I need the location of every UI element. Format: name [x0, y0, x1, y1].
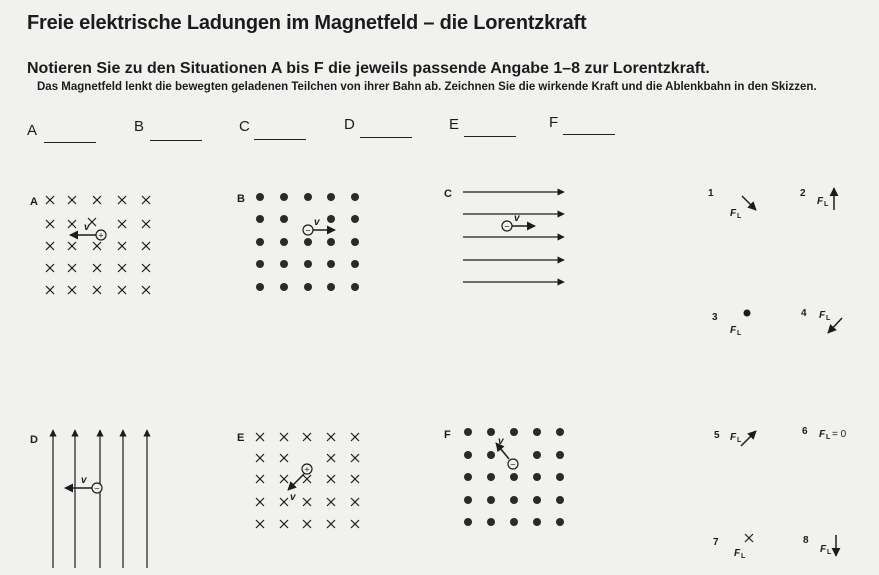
- svg-text:4: 4: [801, 308, 807, 319]
- field-cross: [142, 286, 150, 294]
- field-dot: [487, 473, 495, 481]
- panel-a-field-into-page: [46, 196, 150, 294]
- field-dot: [533, 473, 541, 481]
- field-dot: [556, 496, 564, 504]
- panel-f-charge-sign: −: [510, 459, 516, 470]
- field-cross: [93, 286, 101, 294]
- instruction-detail: Das Magnetfeld lenkt die bewegten geladenen Teilchen von ihrer Bahn ab. Zeichnen Sie die wirkende Kraft und die Ablenkbahn in den Skizzen.: [37, 81, 817, 93]
- field-cross: [142, 196, 150, 204]
- panel-b-label: B: [237, 193, 245, 205]
- field-dot: [487, 428, 495, 436]
- field-cross: [68, 220, 76, 228]
- field-cross: [280, 475, 288, 483]
- field-cross: [68, 286, 76, 294]
- field-dot: [351, 238, 359, 246]
- svg-text:7: 7: [713, 537, 719, 548]
- panel-d-label: D: [30, 434, 38, 446]
- panel-d-field-lines: [53, 430, 147, 568]
- field-dot: [487, 496, 495, 504]
- field-dot: [304, 260, 312, 268]
- svg-text:L: L: [827, 549, 832, 556]
- panel-b-charge-sign: −: [305, 225, 311, 236]
- field-dot: [464, 473, 472, 481]
- field-dot: [556, 473, 564, 481]
- field-cross: [93, 242, 101, 250]
- field-cross: [280, 498, 288, 506]
- field-cross: [256, 498, 264, 506]
- svg-text:L: L: [826, 434, 831, 441]
- field-dot: [304, 193, 312, 201]
- panel-c-v-label: v: [514, 213, 520, 224]
- field-cross: [256, 433, 264, 441]
- field-dot: [464, 451, 472, 459]
- panel-e-v-label: v: [290, 492, 296, 503]
- svg-text:1: 1: [708, 188, 714, 199]
- answer-label-e: E: [449, 116, 460, 133]
- field-dot: [510, 428, 518, 436]
- svg-text:L: L: [737, 437, 742, 444]
- option-8: [803, 535, 836, 556]
- field-cross: [351, 433, 359, 441]
- svg-text:F: F: [817, 196, 824, 207]
- option-6: [802, 426, 847, 441]
- field-cross: [327, 520, 335, 528]
- field-dot: [327, 283, 335, 291]
- panel-c-field-lines: [463, 192, 564, 282]
- field-cross: [68, 196, 76, 204]
- field-dot: [464, 518, 472, 526]
- field-dot: [256, 238, 264, 246]
- panel-b-v-label: v: [314, 217, 320, 228]
- field-dot: [556, 451, 564, 459]
- panel-d-particle: [65, 475, 102, 494]
- field-dot: [487, 518, 495, 526]
- option-7: [713, 534, 753, 560]
- field-dot: [510, 518, 518, 526]
- panel-d-v-label: v: [81, 475, 87, 486]
- field-dot: [327, 193, 335, 201]
- instruction-main: Notieren Sie zu den Situationen A bis F die jeweils passende Angabe 1–8 zur Lorentzkraft.: [27, 60, 710, 77]
- svg-text:F: F: [730, 325, 737, 336]
- field-cross: [327, 454, 335, 462]
- panel-f-label: F: [444, 429, 451, 441]
- field-cross: [142, 220, 150, 228]
- answer-label-a: A: [27, 122, 38, 139]
- option-4: [801, 308, 842, 333]
- svg-text:L: L: [741, 553, 746, 560]
- panel-e-charge-sign: +: [304, 464, 310, 475]
- field-cross: [68, 242, 76, 250]
- option-1-force-arrow: [742, 196, 756, 210]
- field-cross: [46, 286, 54, 294]
- field-cross: [303, 433, 311, 441]
- field-cross: [118, 264, 126, 272]
- field-dot: [351, 260, 359, 268]
- field-dot: [280, 283, 288, 291]
- svg-text:F: F: [730, 432, 737, 443]
- panel-f-particle: [496, 436, 518, 470]
- field-dot: [510, 496, 518, 504]
- answer-label-c: C: [239, 118, 250, 135]
- panel-f-v-label: v: [498, 436, 504, 447]
- svg-text:F: F: [730, 208, 737, 219]
- option-5-force-arrow: [741, 431, 756, 446]
- field-dot: [533, 518, 541, 526]
- panel-a-v-label: v: [84, 222, 90, 233]
- field-dot: [256, 260, 264, 268]
- field-cross: [351, 475, 359, 483]
- field-dot: [256, 215, 264, 223]
- panel-e-label: E: [237, 432, 245, 444]
- field-dot: [280, 193, 288, 201]
- panel-a-charge-sign: +: [98, 230, 104, 241]
- field-cross: [280, 433, 288, 441]
- field-cross: [303, 520, 311, 528]
- panel-a-particle: [70, 222, 106, 241]
- svg-text:L: L: [826, 315, 831, 322]
- field-dot: [464, 428, 472, 436]
- field-dot: [280, 260, 288, 268]
- field-cross: [280, 454, 288, 462]
- field-dot: [533, 496, 541, 504]
- field-cross: [93, 264, 101, 272]
- answer-label-d: D: [344, 116, 355, 133]
- field-cross: [280, 520, 288, 528]
- panel-b-field-out-of-page: [256, 193, 359, 291]
- panel-f-field-out-of-page: [464, 428, 564, 526]
- field-dot: [510, 473, 518, 481]
- field-cross: [118, 220, 126, 228]
- field-cross: [46, 196, 54, 204]
- field-cross: [327, 498, 335, 506]
- svg-text:F: F: [819, 429, 826, 440]
- panel-c-charge-sign: −: [504, 221, 510, 232]
- panel-e-particle: [288, 464, 312, 503]
- svg-text:6: 6: [802, 426, 808, 437]
- option-5: [714, 430, 756, 446]
- field-dot: [556, 428, 564, 436]
- svg-text:2: 2: [800, 188, 806, 199]
- option-7-force-into-page: [745, 534, 753, 542]
- field-cross: [46, 264, 54, 272]
- option-1: [708, 188, 756, 220]
- svg-text:F: F: [734, 548, 741, 559]
- field-dot: [464, 496, 472, 504]
- field-cross: [93, 196, 101, 204]
- field-dot: [327, 260, 335, 268]
- field-dot: [351, 215, 359, 223]
- page-title: Freie elektrische Ladungen im Magnetfeld – die Lorentzkraft: [27, 12, 587, 34]
- field-dot: [327, 238, 335, 246]
- field-cross: [351, 454, 359, 462]
- field-cross: [46, 242, 54, 250]
- field-cross: [256, 454, 264, 462]
- field-dot: [256, 193, 264, 201]
- field-cross: [351, 498, 359, 506]
- field-dot: [556, 518, 564, 526]
- field-dot: [351, 283, 359, 291]
- panel-e-field-into-page: [256, 433, 359, 528]
- option-3-force-out-of-page: [744, 310, 751, 317]
- svg-text:L: L: [824, 201, 829, 208]
- field-cross: [142, 242, 150, 250]
- field-dot: [280, 238, 288, 246]
- field-cross: [303, 498, 311, 506]
- field-dot: [533, 451, 541, 459]
- svg-text:5: 5: [714, 430, 720, 441]
- field-dot: [487, 451, 495, 459]
- svg-text:F: F: [820, 544, 827, 555]
- field-dot: [351, 193, 359, 201]
- svg-text:3: 3: [712, 312, 718, 323]
- field-dot: [304, 238, 312, 246]
- svg-text:8: 8: [803, 535, 809, 546]
- field-cross: [256, 520, 264, 528]
- field-cross: [303, 475, 311, 483]
- svg-text:F: F: [819, 310, 826, 321]
- field-dot: [256, 283, 264, 291]
- field-dot: [304, 283, 312, 291]
- field-cross: [327, 433, 335, 441]
- field-cross: [118, 286, 126, 294]
- field-cross: [118, 242, 126, 250]
- field-cross: [256, 475, 264, 483]
- panel-a-label: A: [30, 196, 38, 208]
- option-6-zero: = 0: [832, 429, 847, 440]
- field-cross: [351, 520, 359, 528]
- field-cross: [118, 196, 126, 204]
- svg-text:L: L: [737, 213, 742, 220]
- field-cross: [142, 264, 150, 272]
- field-dot: [533, 428, 541, 436]
- field-dot: [280, 215, 288, 223]
- panel-c-label: C: [444, 188, 452, 200]
- answer-label-f: F: [549, 114, 559, 131]
- field-cross: [327, 475, 335, 483]
- option-3: [712, 310, 751, 338]
- answer-label-b: B: [134, 118, 145, 135]
- panel-d-charge-sign: −: [94, 483, 100, 494]
- field-dot: [327, 215, 335, 223]
- svg-text:L: L: [737, 330, 742, 337]
- option-2: [800, 188, 834, 210]
- field-cross: [68, 264, 76, 272]
- panel-c-particle: [502, 213, 535, 232]
- field-cross: [46, 220, 54, 228]
- panel-e-velocity-arrow: [288, 474, 304, 490]
